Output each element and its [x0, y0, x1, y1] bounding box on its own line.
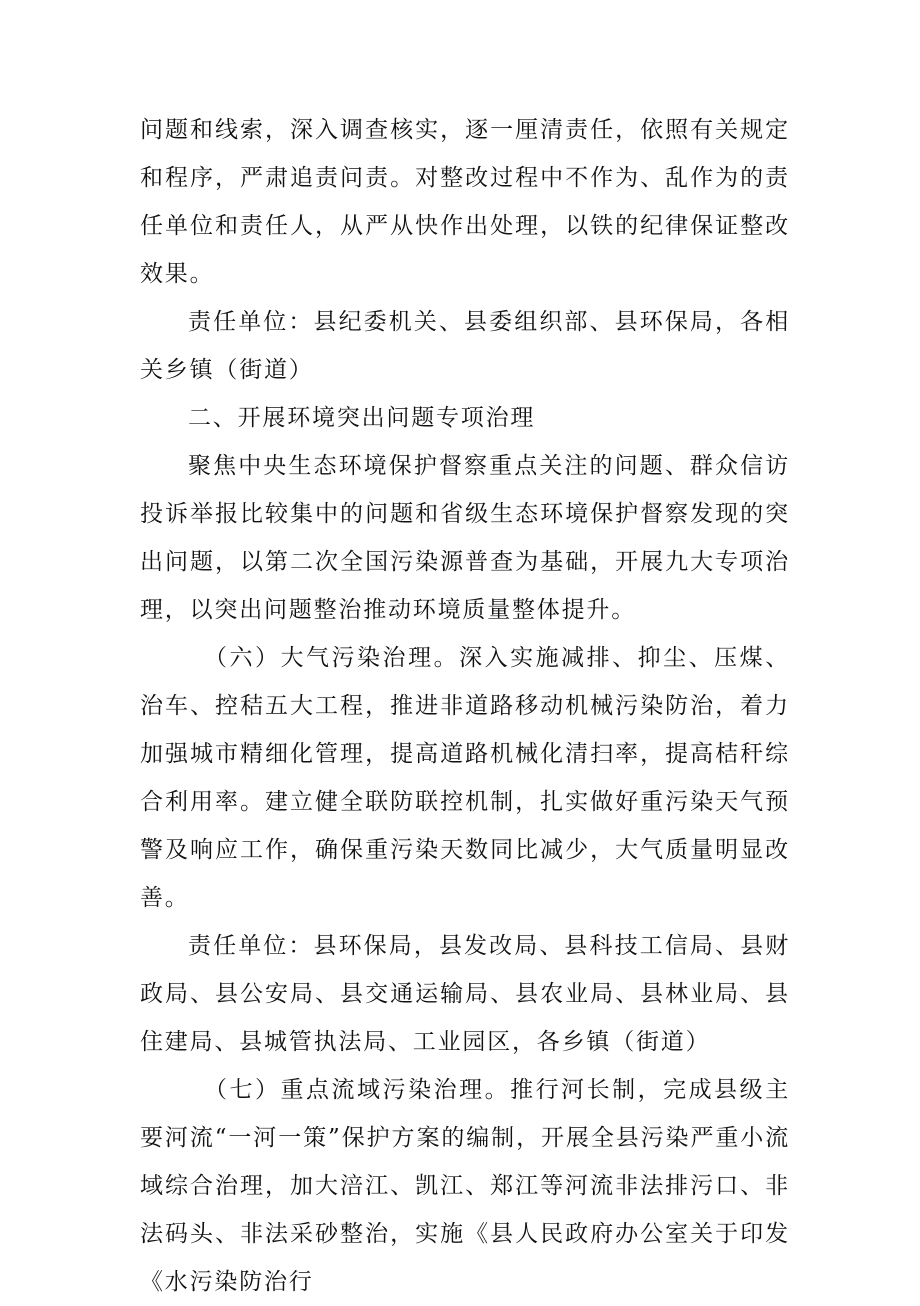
paragraph-accountability-continuation: 问题和线索，深入调查核实，逐一厘清责任，依照有关规定和程序，严肃追责问责。对整改过程中不作为、乱作为的责任单位和责任人，从严从快作出处理，以铁的纪律保证整改效果。 — [140, 117, 790, 287]
paragraph-responsible-units-2: 责任单位：县环保局，县发改局、县科技工信局、县财政局、县公安局、县交通运输局、县农业局、县林业局、县住建局、县城管执法局、工业园区，各乡镇（街道） — [140, 933, 790, 1055]
paragraph-special-governance-intro: 聚焦中央生态环境保护督察重点关注的问题、群众信访投诉举报比较集中的问题和省级生态环境保护督察发现的突出问题，以第二次全国污染源普查为基础，开展九大专项治理，以突出问题整治推动环境质量整体提升。 — [140, 453, 790, 623]
paragraph-responsible-units-1: 责任单位：县纪委机关、县委组织部、县环保局，各相关乡镇（街道） — [140, 309, 790, 383]
section-heading-2: 二、开展环境突出问题专项治理 — [188, 405, 536, 431]
paragraph-air-pollution: （六）大气污染治理。深入实施减排、抑尘、压煤、治车、控秸五大工程，推进非道路移动机械污染防治，着力加强城市精细化管理，提高道路机械化清扫率，提高桔秆综合利用率。建立健全联防联控机制，扎实做好重污染天气预警及响应工作，确保重污染天数同比减少，大气质量明显改善。 — [140, 645, 790, 911]
paragraph-river-basin-pollution: （七）重点流域污染治理。推行河长制，完成县级主要河流“一河一策”保护方案的编制，开展全县污染严重小流域综合治理，加大涪江、凯江、郑江等河流非法排污口、非法码头、非法采砂整治，实施《县人民政府办公室关于印发《水污染防治行 — [140, 1077, 790, 1295]
document-body — [140, 106, 790, 1306]
